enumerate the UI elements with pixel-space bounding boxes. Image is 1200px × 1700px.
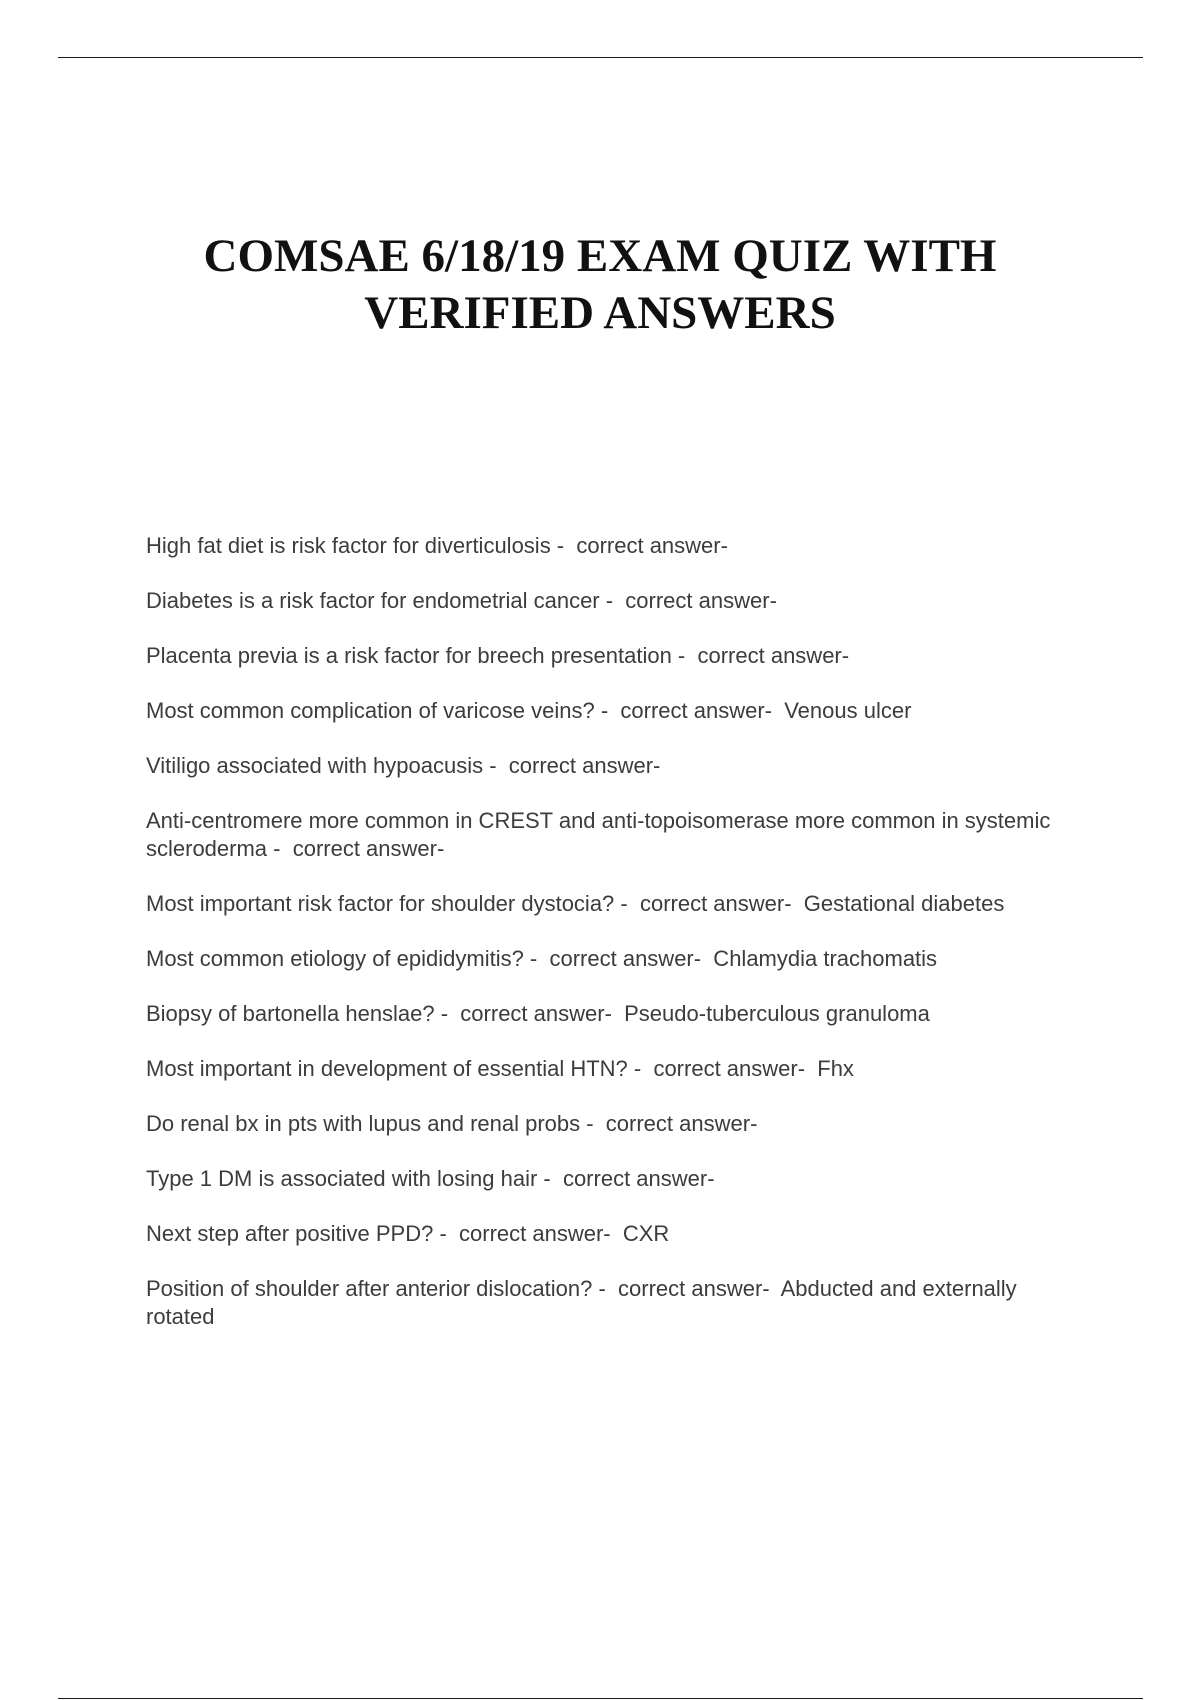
question-item: Biopsy of bartonella henslae? - correct answer- Pseudo-tuberculous granuloma bbox=[146, 1001, 930, 1026]
question-item: Position of shoulder after anterior dislocation? - correct answer- Abducted and externally rotated bbox=[146, 1276, 1023, 1329]
question-item: Do renal bx in pts with lupus and renal probs - correct answer- bbox=[146, 1111, 758, 1136]
question-item: Most common etiology of epididymitis? - correct answer- Chlamydia trachomatis bbox=[146, 946, 938, 971]
question-item: Next step after positive PPD? - correct answer- CXR bbox=[146, 1221, 670, 1246]
header-rule bbox=[58, 57, 1143, 58]
question-item: Type 1 DM is associated with losing hair - correct answer- bbox=[146, 1166, 715, 1191]
question-item: Diabetes is a risk factor for endometrial cancer - correct answer- bbox=[146, 588, 777, 613]
footer-rule bbox=[58, 1698, 1143, 1699]
question-list bbox=[146, 532, 1056, 1358]
question-item: Most important risk factor for shoulder dystocia? - correct answer- Gestational diabetes bbox=[146, 891, 1005, 916]
document-title: COMSAE 6/18/19 EXAM QUIZ WITH VERIFIED ANSWERS bbox=[203, 230, 997, 339]
question-item: Vitiligo associated with hypoacusis - correct answer- bbox=[146, 753, 661, 778]
question-item: Most common complication of varicose veins? - correct answer- Venous ulcer bbox=[146, 698, 912, 723]
question-item: Anti-centromere more common in CREST and anti-topoisomerase more common in systemic scleroderma - correct answer- bbox=[146, 808, 1057, 861]
question-item: Most important in development of essential HTN? - correct answer- Fhx bbox=[146, 1056, 854, 1081]
question-item: High fat diet is risk factor for diverticulosis - correct answer- bbox=[146, 533, 728, 558]
question-item: Placenta previa is a risk factor for breech presentation - correct answer- bbox=[146, 643, 850, 668]
